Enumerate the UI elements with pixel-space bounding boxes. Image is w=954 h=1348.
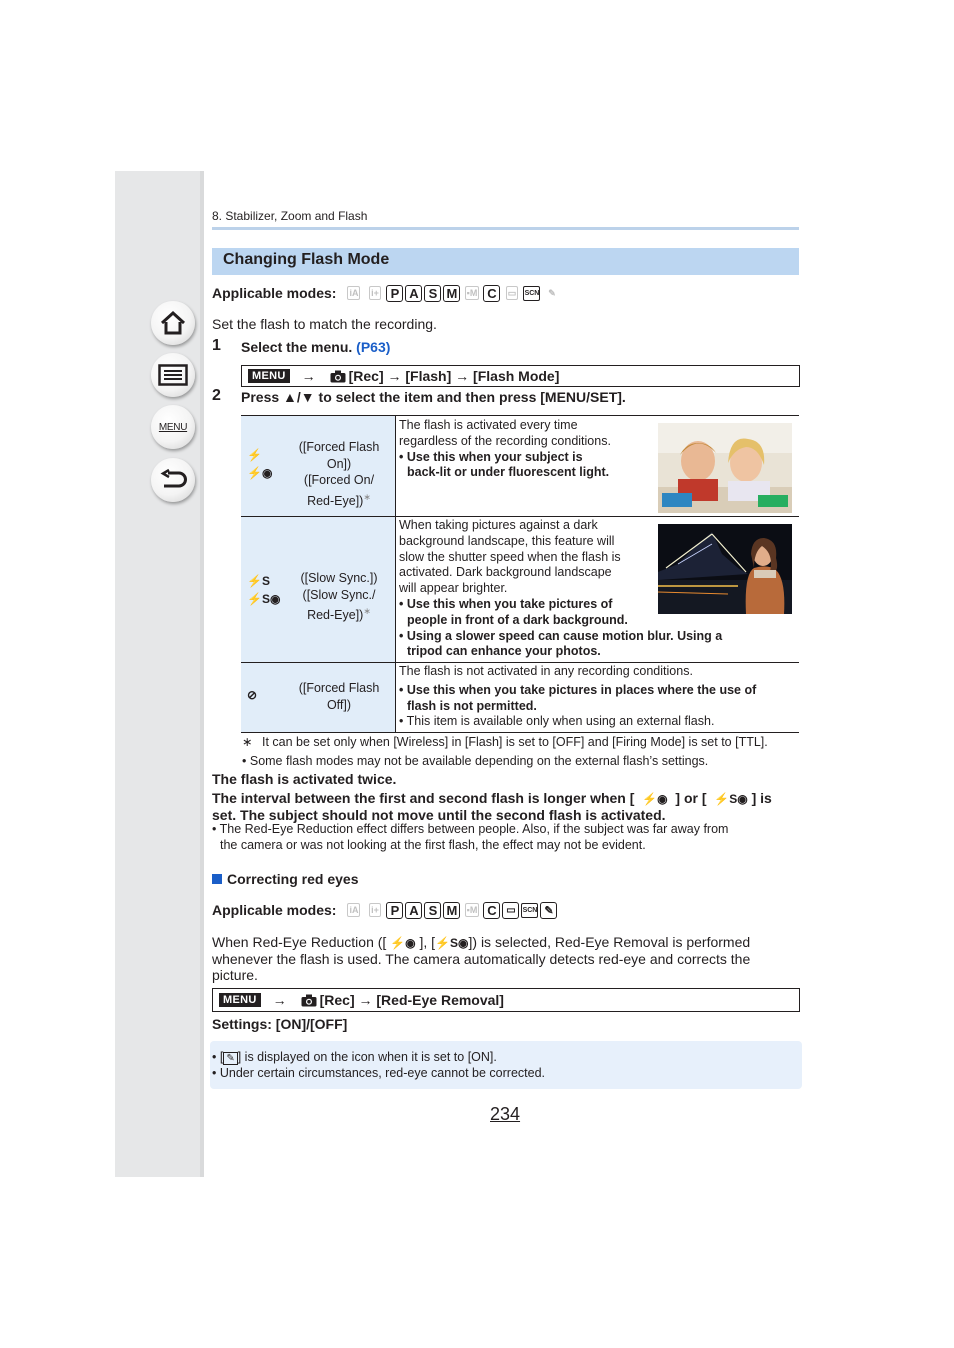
mode-cell [241, 416, 396, 517]
home-button[interactable] [151, 301, 195, 345]
intro-text: Set the flash to match the recording. [212, 316, 437, 332]
list-icon [158, 364, 188, 386]
external-flash-note-text: Some flash modes may not be available depending on the external flash’s settings. [249, 754, 709, 768]
mode-c-icon: C [483, 902, 500, 919]
camera-icon [301, 994, 317, 1007]
intro-text-line: picture. [212, 967, 258, 983]
forced-on-red-eye-icon: ⚡◉ [247, 466, 273, 480]
step-2-text: Press ▲/▼ to select the item and then press [MENU/SET]. [241, 389, 626, 405]
scene-mode-icon: SCN [521, 903, 538, 918]
footnote-asterisk: ∗ [242, 735, 253, 749]
bullet-line: Use this when you take pictures in places where the use of [406, 682, 757, 697]
mode-name-line: Off]) [326, 697, 352, 712]
slow-sync-icon: ⚡S [247, 574, 270, 588]
step-1-text [241, 339, 390, 355]
menu-list-button[interactable] [151, 405, 195, 449]
forced-on-red-eye-icon: ⚡◉ [390, 936, 416, 950]
intro-text-part: ]) is selected, Red-Eye Removal is performed [468, 934, 751, 950]
bullet-line: back-lit or under fluorescent light. [407, 465, 610, 480]
note-line: the camera or was not looking at the first flash, the effect may not be evident. [220, 838, 646, 852]
flash-twice-heading: The flash is activated twice. [212, 771, 397, 787]
mode-p-icon: P [386, 902, 403, 919]
mode-description: When taking pictures against a dark background landscape, this feature will slow the shutter speed when the flash is activated. Dark background landscape will appear brighter. • Use this when you take pictures of people in front of a dark background. • Using a slower speed can cause motion blur. Using a tripod can enhance your photos. [399, 518, 723, 659]
bullet-line: tripod can enhance your photos. [407, 644, 601, 659]
table-bottom-rule [241, 732, 799, 733]
menu-badge: MENU [248, 369, 290, 383]
applicable-modes-label: Applicable modes: [212, 285, 337, 301]
slow-sync-red-eye-icon: ⚡S◉ [435, 936, 469, 950]
mode-description: The flash is activated every time regardless of the recording conditions. • Use this when your subject is back-lit or under fluorescent light. [399, 418, 611, 480]
photo-children [658, 423, 792, 513]
mode-name-line: Red-Eye]) [307, 608, 364, 623]
mode-name [289, 439, 389, 509]
description-line: regardless of the recording conditions. [399, 433, 611, 448]
mode-name-line: Red-Eye]) [307, 493, 364, 508]
table-row [241, 662, 799, 733]
step-1-label: Select the menu. [241, 339, 357, 355]
mode-icons [247, 574, 280, 606]
description-line: The flash is activated every time [399, 418, 578, 432]
menu-path-text: [Rec] → [Flash] → [Flash Mode] [348, 368, 560, 384]
menu-badge: MENU [219, 993, 261, 1007]
asterisk: ∗ [363, 491, 371, 502]
slow-sync-red-eye-icon: ⚡S◉ [247, 592, 281, 606]
blue-square-bullet-icon [212, 874, 222, 884]
applicable-modes [212, 283, 561, 303]
table-of-contents-button[interactable] [151, 353, 195, 397]
info-line-2: • Under certain circumstances, red-eye cannot be corrected. [212, 1066, 546, 1080]
intro-text-part: When Red-Eye Reduction ([ [212, 934, 387, 950]
correcting-red-eyes-heading [212, 871, 359, 887]
page-number: 234 [490, 1104, 521, 1124]
creative-video-icon: ▪M [466, 905, 478, 915]
description-line: background landscape, this feature will [399, 533, 615, 548]
step-1-number: 1 [212, 337, 221, 354]
chapter-rule [212, 227, 799, 230]
menu-path-red-eye-removal [212, 988, 800, 1012]
menu-path-flash-mode [241, 365, 800, 387]
intelligent-auto-plus-icon: i+ [371, 288, 379, 298]
camera-icon [330, 370, 346, 383]
creative-video-icon: ▪M [466, 288, 478, 298]
menu-arrow: → [272, 992, 287, 1008]
interval-text: set. The subject should not move until the second flash is activated. [212, 807, 666, 823]
section-title: Changing Flash Mode [223, 251, 390, 268]
asterisk: ∗ [363, 606, 371, 616]
note-line: The Red-Eye Reduction effect differs between people. Also, if the subject was far away from [219, 822, 729, 836]
mode-m-icon: M [443, 285, 460, 302]
forced-on-red-eye-icon: ⚡◉ [642, 792, 668, 806]
red-eye-effect-note: • The Red-Eye Reduction effect differs between people. Also, if the subject was far away from the camera or was not looking at the first flash, the effect may not be evident. [212, 822, 729, 852]
bullet-line: flash is not permitted. [407, 698, 537, 713]
red-eye-removal-icon: ✎ [223, 1052, 237, 1065]
interval-text: The interval between the first and second flash is longer when [ [212, 790, 635, 806]
correcting-title: Correcting red eyes [227, 871, 359, 887]
forced-flash-on-icon: ⚡ [247, 448, 262, 462]
mode-s-icon: S [424, 902, 441, 919]
scene-mode-icon: SCN [523, 286, 540, 301]
menu-arrow: → [301, 368, 316, 384]
mode-name-line: ([Slow Sync.]) [300, 571, 378, 585]
back-arrow-icon [159, 468, 187, 492]
external-flash-note: • Some flash modes may not be available depending on the external flash’s settings. [242, 754, 709, 768]
interval-text: ] is [751, 790, 772, 806]
mode-name-line: On]) [326, 456, 352, 471]
mode-name [289, 680, 389, 713]
table-row [241, 415, 799, 517]
info-text-part: • [ [212, 1050, 224, 1064]
mode-a-icon: A [405, 285, 422, 302]
mode-icons [247, 448, 272, 480]
table-row [241, 516, 799, 663]
mode-icons [247, 688, 257, 702]
mode-s-icon: S [424, 285, 441, 302]
mode-cell [241, 517, 396, 663]
info-line-1 [212, 1049, 497, 1065]
bullet-line: Use this when you take pictures of [406, 596, 613, 611]
description-line: activated. Dark background landscape [399, 565, 612, 580]
mode-a-icon: A [405, 902, 422, 919]
info-text-part: ] is displayed on the icon when it is set to [ON]. [237, 1050, 497, 1064]
step-2-number: 2 [212, 387, 221, 404]
bullet-line: people in front of a dark background. [407, 612, 628, 627]
mode-cell [241, 663, 396, 733]
panorama-icon: ▭ [502, 902, 519, 919]
mode-name [289, 570, 389, 624]
description-line: will appear brighter. [399, 581, 508, 596]
menu-path-text: [Rec] → [Red-Eye Removal] [319, 992, 504, 1008]
settings-line: Settings: [ON]/[OFF] [212, 1016, 348, 1032]
mode-p-icon: P [386, 285, 403, 302]
applicable-modes-2 [212, 900, 557, 920]
panorama-icon: ▭ [507, 288, 517, 298]
bullet-line: This item is available only when using an external flash. [406, 714, 715, 729]
mode-name-line: ([Slow Sync./ [302, 587, 376, 602]
intelligent-auto-icon: iA [349, 905, 359, 915]
mode-name-line: ([Forced On/ [303, 473, 375, 487]
chapter-title: 8. Stabilizer, Zoom and Flash [212, 209, 368, 223]
description-line: When taking pictures against a dark [399, 518, 598, 532]
applicable-modes-label: Applicable modes: [212, 902, 337, 918]
bullet-line: Using a slower speed can cause motion blur. Using a [406, 628, 723, 643]
forced-flash-off-icon: ⊘ [247, 688, 258, 702]
home-icon [159, 310, 187, 336]
creative-control-icon: ✎ [540, 902, 557, 919]
page-link-p63[interactable]: (P63) [356, 339, 391, 355]
description-line: The flash is not activated in any recording conditions. [399, 664, 693, 678]
slow-sync-red-eye-icon: ⚡S◉ [714, 792, 748, 806]
intelligent-auto-icon: iA [349, 288, 359, 298]
intro-text-part: ], [ [419, 934, 436, 950]
description-line: slow the shutter speed when the flash is [399, 549, 621, 564]
creative-control-icon: ✎ [548, 287, 556, 298]
interval-note [212, 790, 772, 823]
mode-name-line: ([Forced Flash [298, 681, 380, 695]
photo-night-portrait [658, 524, 792, 614]
mode-c-icon: C [483, 285, 500, 302]
mode-m-icon: M [443, 902, 460, 919]
back-button[interactable] [151, 458, 195, 502]
mode-description: The flash is not activated in any recording conditions. • Use this when you take pictures in places where the use of flash is not permitted. • This item is available only when using an external flash. [399, 664, 799, 730]
sidebar-edge [200, 171, 204, 1177]
menu-label: MENU [158, 421, 188, 433]
footnote: It can be set only when [Wireless] in [Flash] is set to [OFF] and [Firing Mode] is set to [TTL]. [262, 735, 768, 749]
bullet-line: Use this when your subject is [406, 449, 583, 464]
intro-text-line: whenever the flash is used. The camera automatically detects red-eye and corrects the [212, 951, 751, 967]
interval-text: ] or [ [675, 790, 707, 806]
intelligent-auto-plus-icon: i+ [371, 905, 379, 915]
red-eye-removal-intro [212, 934, 750, 983]
mode-name-line: ([Forced Flash [298, 440, 380, 454]
